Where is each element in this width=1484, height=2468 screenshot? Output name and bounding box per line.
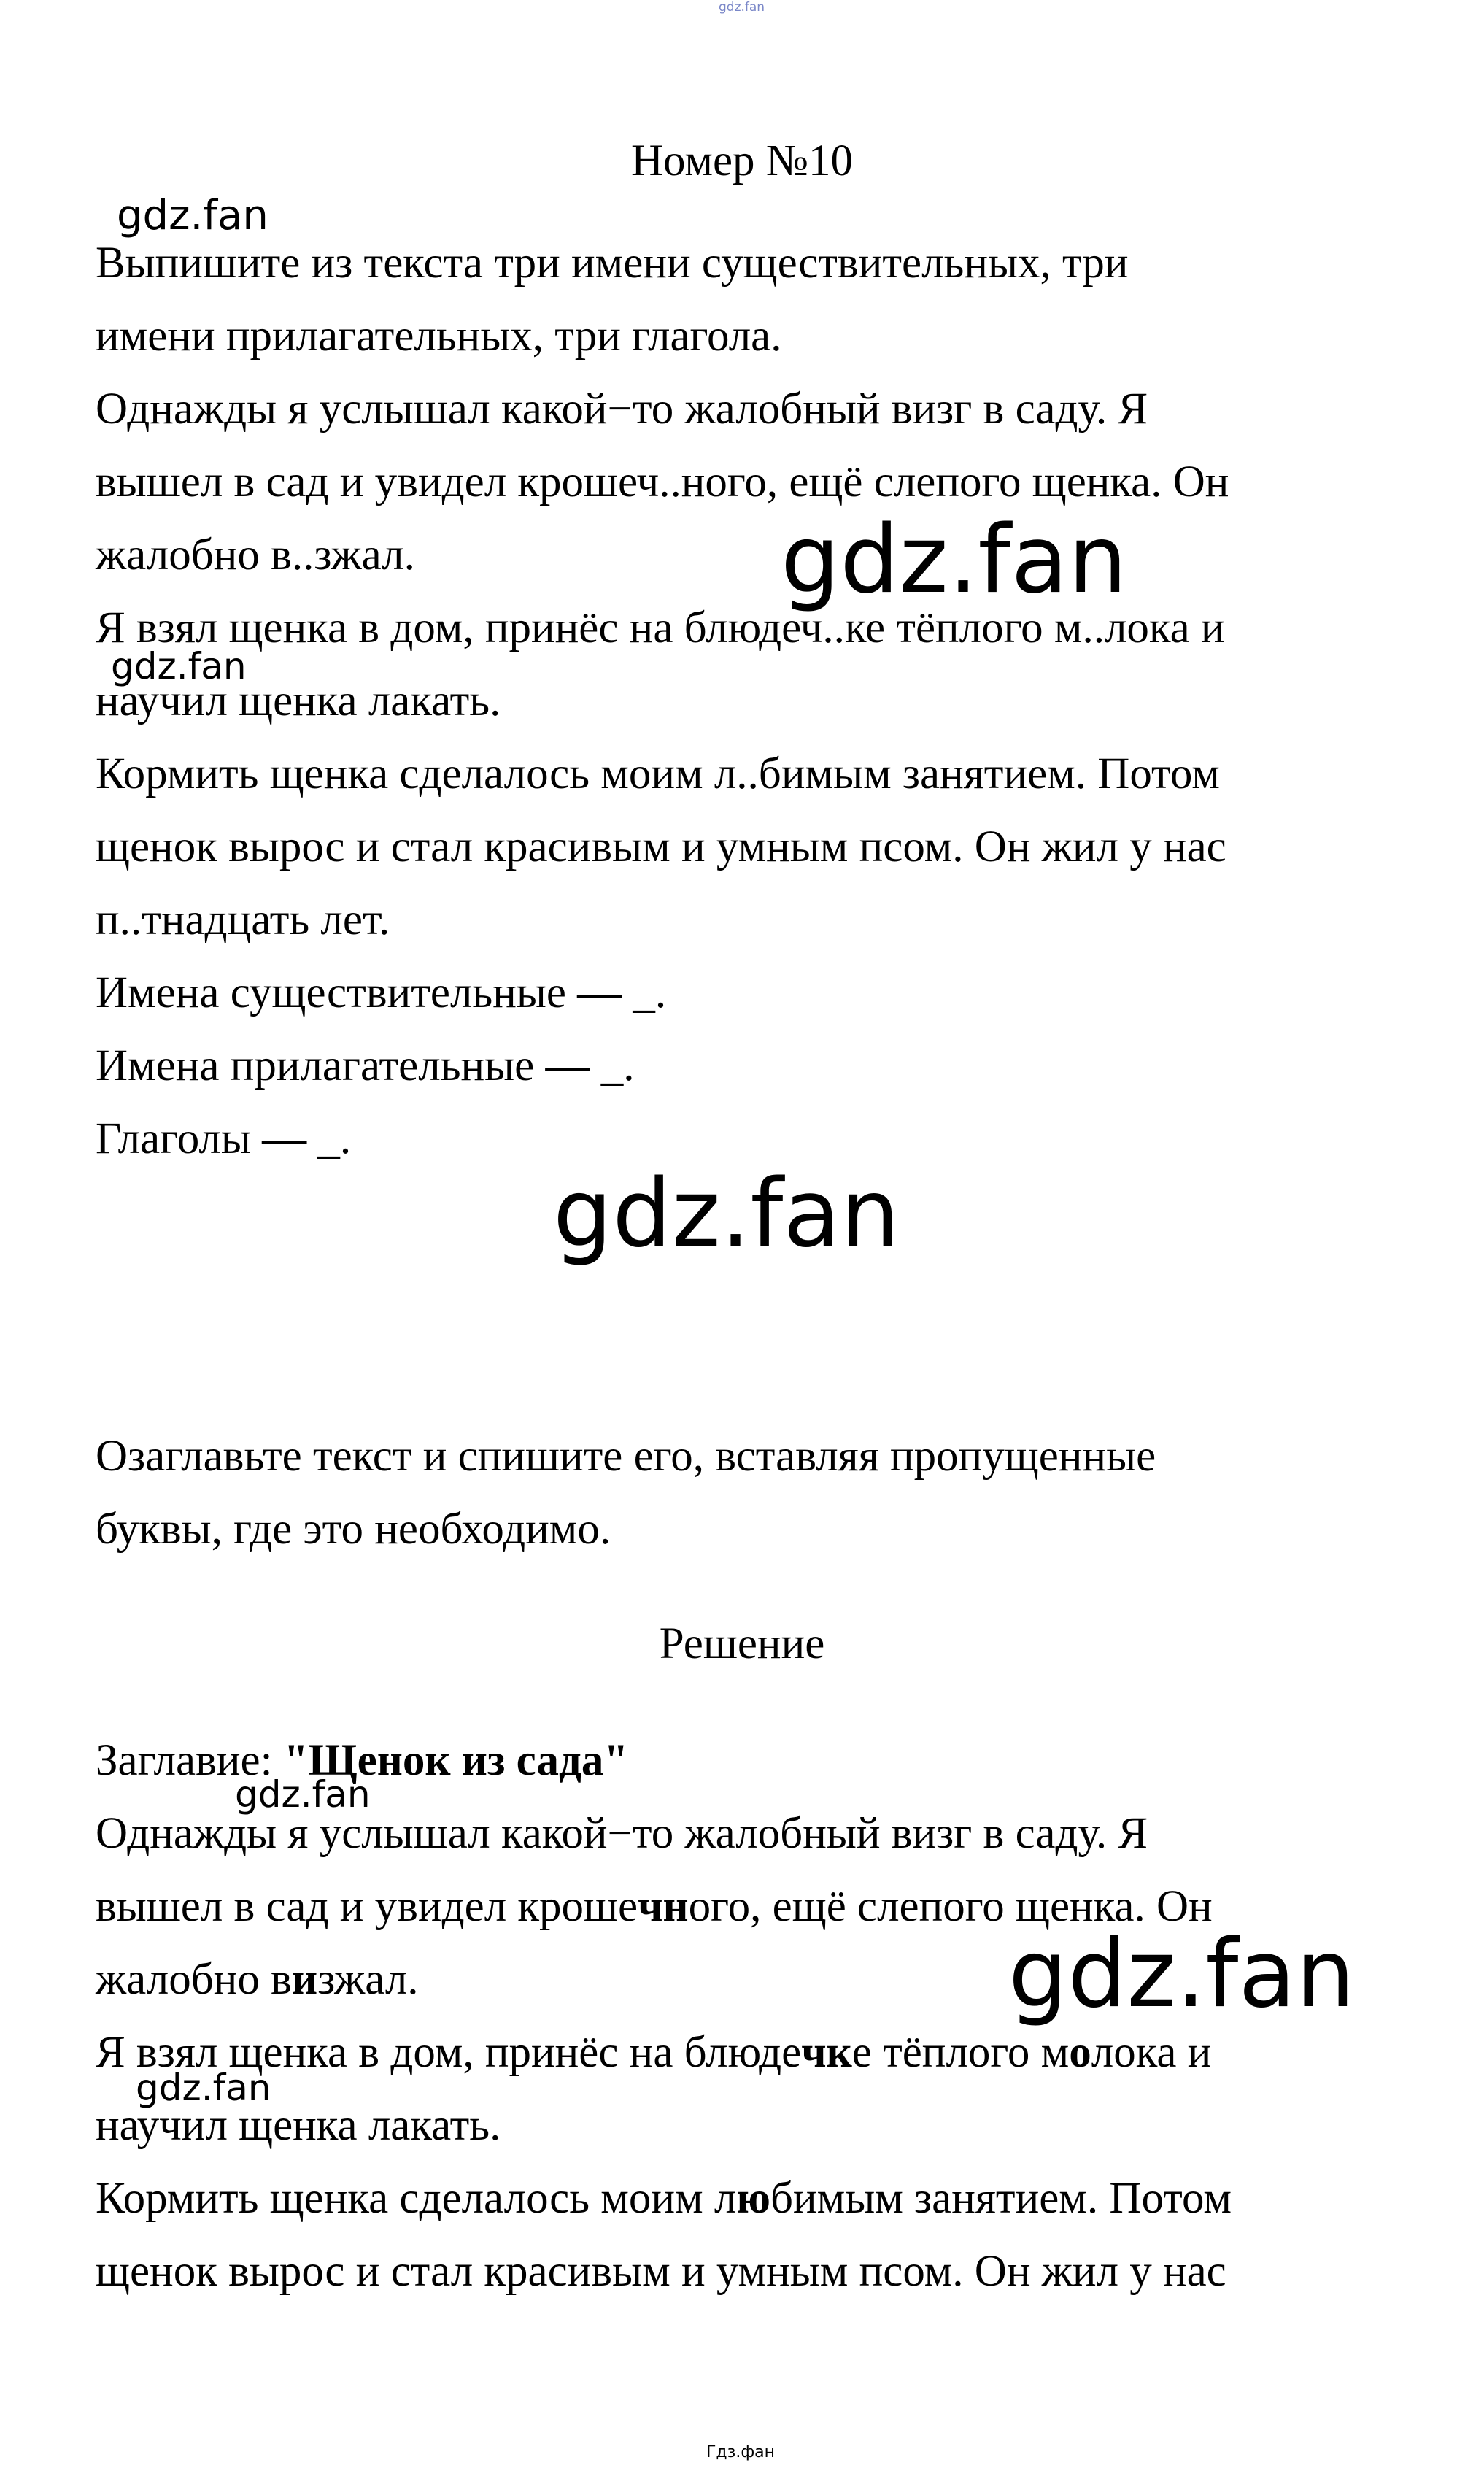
solution-line-4-text-c: е тёплого м [851, 2028, 1070, 2077]
solution-line-6-inserted: ю [736, 2174, 770, 2223]
source-line-1: Однажды я услышал какой−то жалобный визг в саду. Я [96, 385, 1148, 433]
task2-line-2: буквы, где это необходимо. [96, 1505, 611, 1554]
solution-line-6 [96, 2176, 1232, 2221]
page-title: Номер №10 [630, 136, 854, 185]
source-line-7: щенок вырос и стал красивым и умным псом. Он жил у нас [96, 822, 1226, 871]
source-line-8: п..тнадцать лет. [96, 895, 390, 944]
solution-line-3-inserted: и [291, 1955, 318, 2004]
solution-line-3-text-c: зжал. [317, 1955, 419, 2004]
solution-line-3-text-a: жалобно в [96, 1955, 292, 2004]
solution-line-2-text-a: вышел в сад и увидел кроше [96, 1882, 638, 1931]
watermark-3: gdz.fan [111, 645, 247, 687]
solution-line-7: щенок вырос и стал красивым и умным псом. Он жил у нас [96, 2247, 1226, 2296]
watermark-1: gdz.fan [117, 192, 268, 239]
watermark-top: gdz.fan [719, 0, 765, 15]
solution-line-4-inserted-2: о [1069, 2028, 1091, 2077]
solution-line-3 [96, 1957, 419, 2002]
solution-title-value: "Щенок из сада" [283, 1736, 629, 1785]
solution-line-6-text-a: Кормить щенка сделалось моим л [96, 2174, 737, 2223]
source-line-5: научил щенка лакать. [96, 676, 501, 725]
solution-line-5: научил щенка лакать. [96, 2101, 501, 2150]
task1-line-1: Выпишите из текста три имени существительных, три [96, 239, 1129, 288]
watermark-6: gdz.fan [1008, 1920, 1355, 2029]
watermark-5: gdz.fan [235, 1773, 371, 1816]
task2-line-1: Озаглавьте текст и спишите его, вставляя пропущенные [96, 1432, 1156, 1481]
source-line-2: вышел в сад и увидел крошеч..ного, ещё слепого щенка. Он [96, 458, 1229, 506]
answer-adjectives: Имена прилагательные — _. [96, 1041, 635, 1090]
watermark-4: gdz.fan [553, 1160, 900, 1268]
watermark-7: gdz.fan [136, 2067, 271, 2109]
solution-line-2-inserted: чн [638, 1882, 689, 1931]
watermark-2: gdz.fan [781, 506, 1127, 614]
solution-line-4-text-e: лока и [1091, 2028, 1212, 2077]
source-line-6: Кормить щенка сделалось моим л..бимым занятием. Потом [96, 749, 1220, 798]
answer-verbs: Глаголы — _. [96, 1114, 352, 1163]
source-line-3: жалобно в..зжал. [96, 531, 415, 579]
solution-title-label: Заглавие: [96, 1736, 284, 1785]
solution-line-4-text-a: Я взял щенка в дом, принёс на блюде [96, 2028, 802, 2077]
solution-line-4-inserted-1: чк [801, 2028, 852, 2077]
solution-heading: Решение [659, 1619, 825, 1668]
watermark-footer: Гдз.фан [706, 2443, 775, 2461]
source-line-4: Я взял щенка в дом, принёс на блюдеч..ке тёплого м..лока и [96, 603, 1225, 652]
task1-line-2: имени прилагательных, три глагола. [96, 312, 782, 360]
solution-line-2-text-c: ого, ещё слепого щенка. Он [688, 1882, 1213, 1931]
solution-line-1: Однажды я услышал какой−то жалобный визг в саду. Я [96, 1809, 1148, 1858]
solution-line-6-text-c: бимым занятием. Потом [770, 2174, 1232, 2223]
answer-nouns: Имена существительные — _. [96, 968, 667, 1017]
